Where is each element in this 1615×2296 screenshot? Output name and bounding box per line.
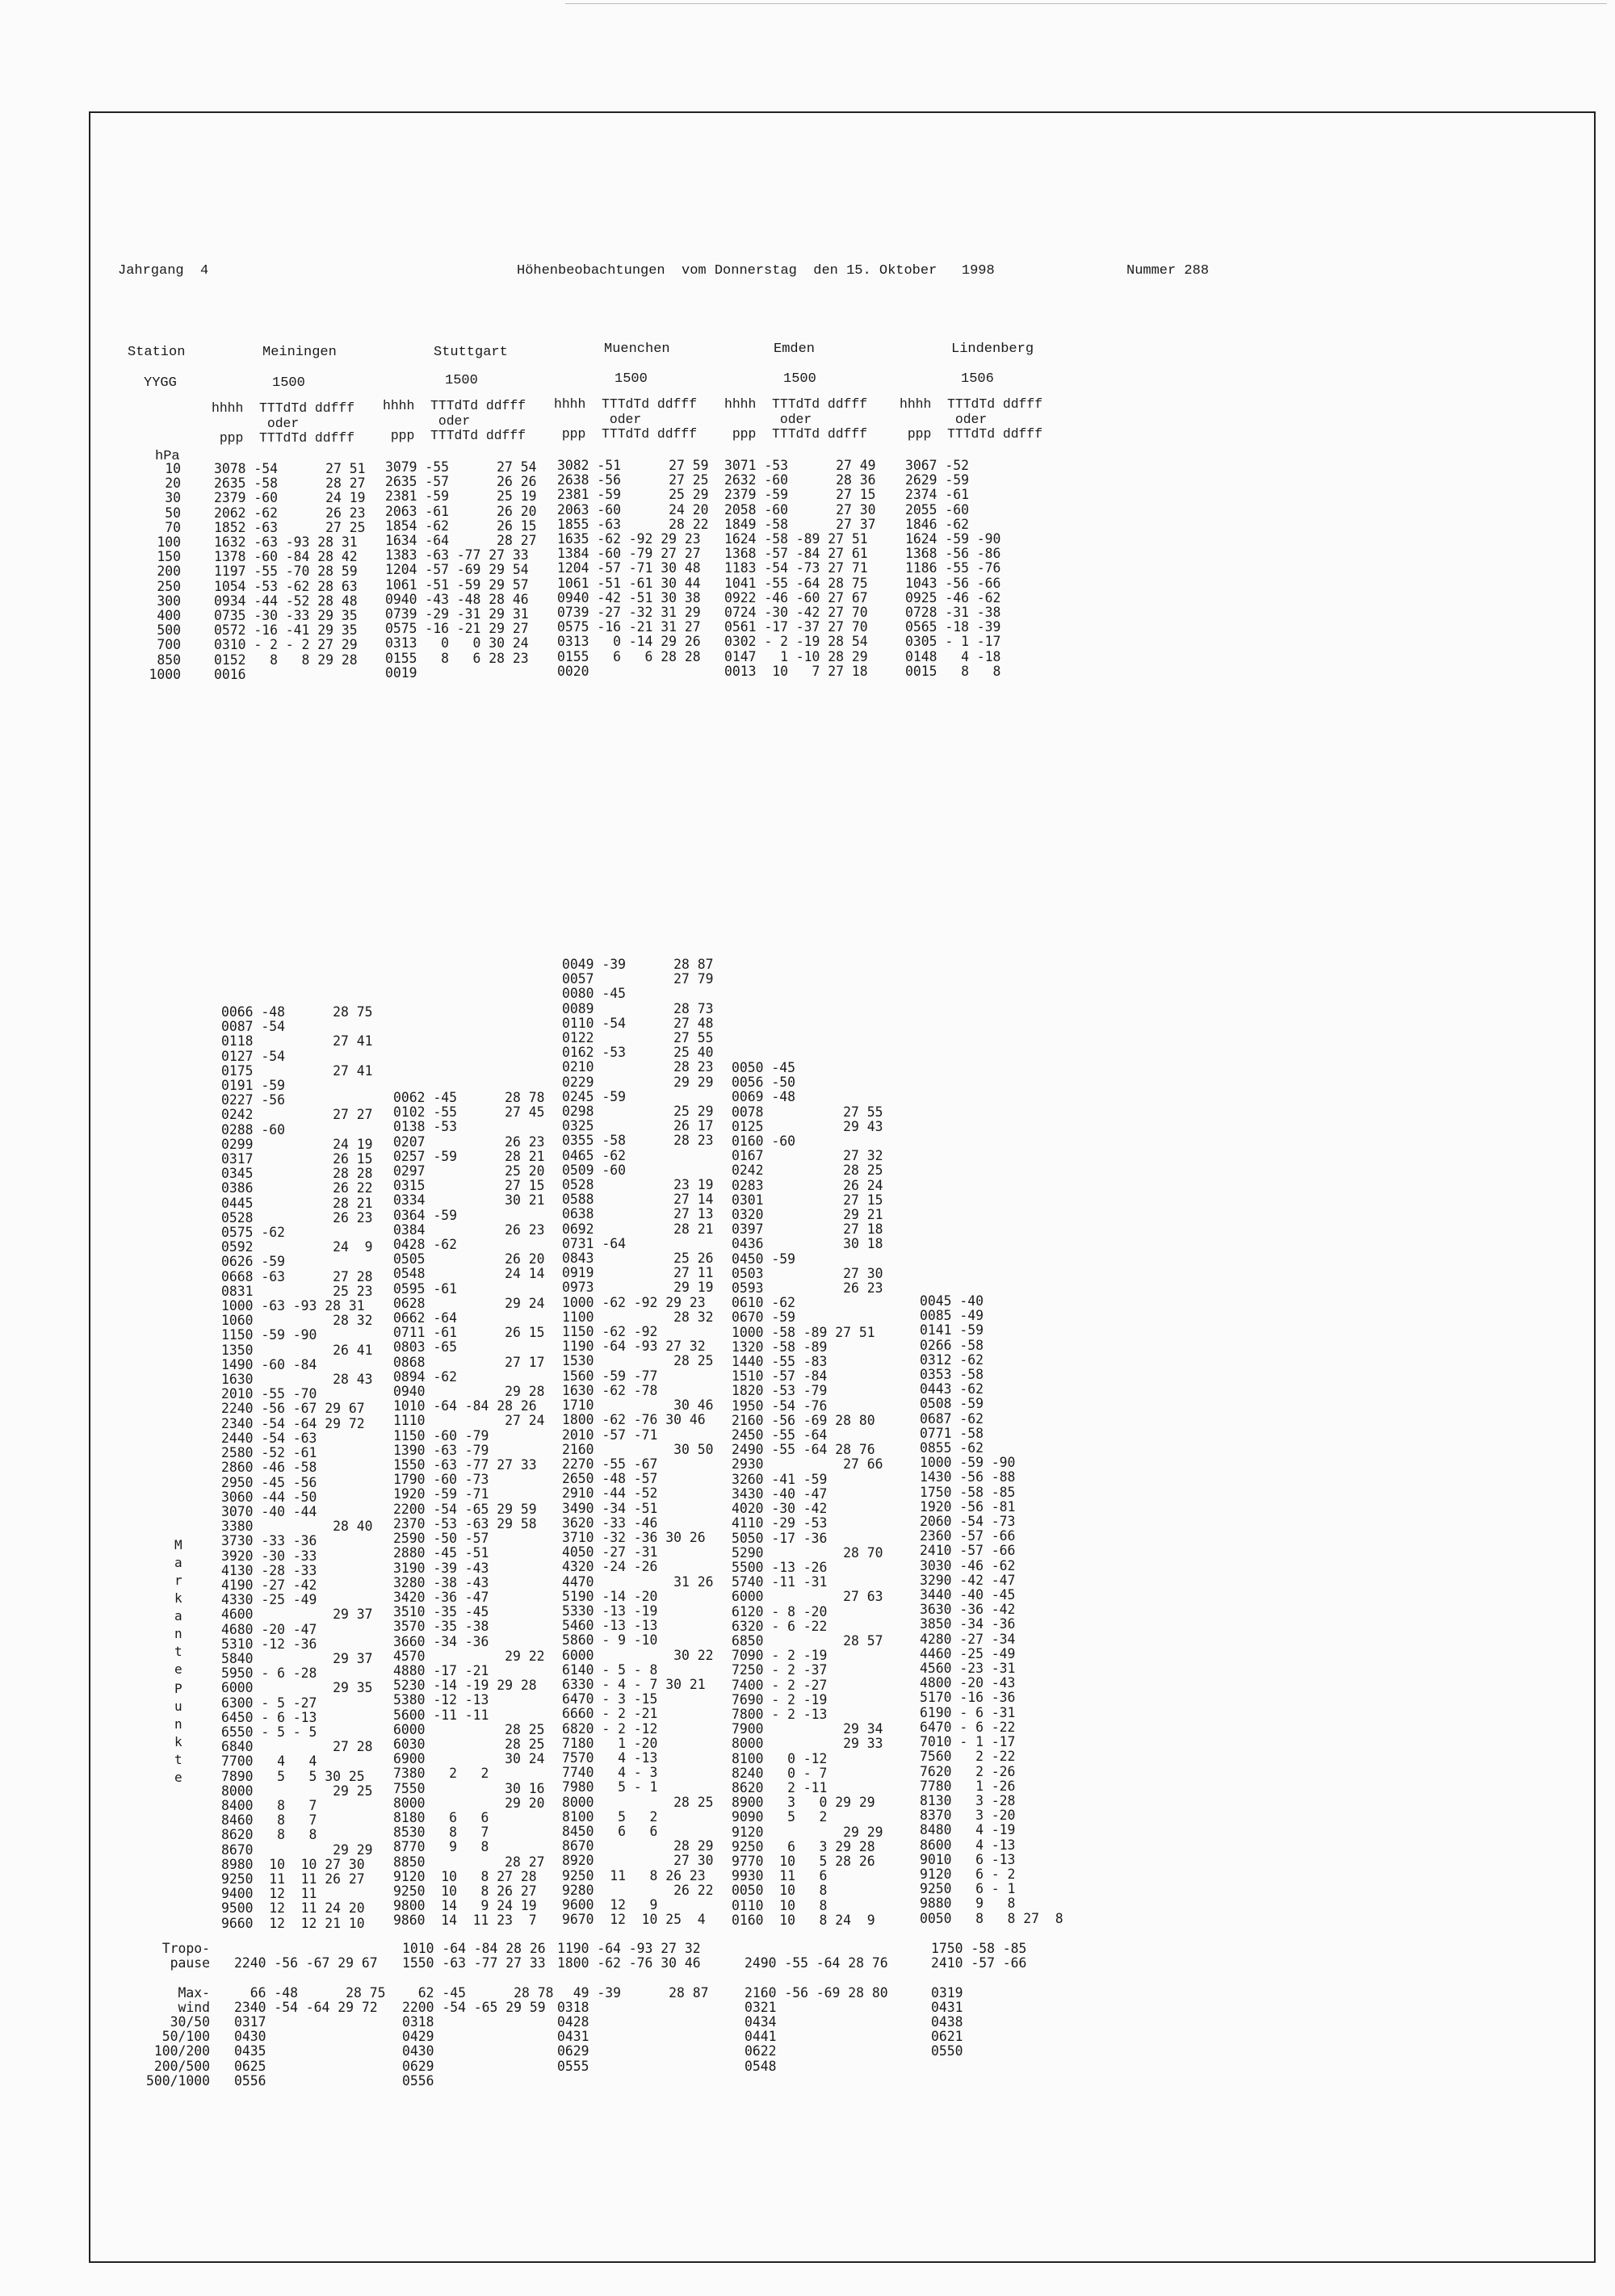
summary-meiningen: 2240 -56 -67 29 67 66 -48 28 75 2340 -54 -64 29 72 0317 0430 0435 0625 0556 (234, 1955, 386, 2089)
sig-levels-stuttgart: 0062 -45 28 78 0102 -55 27 45 0138 -53 0207 26 23 0257 -59 28 21 0297 25 20 0315 27 15 0334 30 21 0364 -59 0384 26 23 0428 -62 0505 26 20 0548 24 14 0595 -61 0628 29 24 0662 -64 0711 -61 26 15 0803 -65 0868 27 17 0894 -62 0940 29 28 1010 -64 -84 28 26 1110 27 24 1150 -60 -79 1390 -63 -79 1550 -63 -77 27 33 1790 -60 -73 1920 -59 -71 2200 -54 -65 29 59 2370 -53 -63 29 58 2590 -50 -57 2880 -45 -51 3190 -39 -43 3280 -38 -43 3420 -36 -47 3510 -35 -45 3570 -35 -38 3660 -34 -36 4570 29 22 4880 -17 -21 5230 -14 -19 29 28 5380 -12 -13 5600 -11 -11 6000 28 25 6030 28 25 6900 30 24 7380 2 2 7550 30 16 8000 29 20 8180 6 6 8530 8 7 8770 9 8 8850 28 27 9120 10 8 27 28 9250 10 8 26 27 9800 14 9 24 19 9860 14 11 23 7 (393, 1090, 545, 1929)
column-header: hhhh TTTdTd ddfff oder ppp TTTdTd ddfff (383, 398, 526, 443)
station-time: 1506 (961, 371, 994, 387)
hpa-label: hPa (155, 449, 180, 464)
report-title: Höhenbeobachtungen vom Donnerstag den 15. Oktober 1998 (517, 263, 995, 279)
station-name: Emden (774, 341, 816, 357)
std-levels-emden: 3071 -53 27 49 2632 -60 28 36 2379 -59 27 15 2058 -60 27 30 1849 -58 27 37 1624 -58 -89 27 51 1368 -57 -84 27 61 1183 -54 -73 27 71 1041 -55 -64 28 75 0922 -46 -60 27 67 0724 -30 -42 27 70 0561 -17 -37 27 70 0302 - 2 -19 28 54 0147 1 -10 28 29 0013 10 7 27 18 (724, 458, 876, 679)
column-header: hhhh TTTdTd ddfff oder ppp TTTdTd ddfff (554, 396, 698, 442)
station-time: 1500 (783, 371, 816, 387)
std-levels-muenchen: 3082 -51 27 59 2638 -56 27 25 2381 -59 25 29 2063 -60 24 20 1855 -63 28 22 1635 -62 -92 29 23 1384 -60 -79 27 27 1204 -57 -71 30 48 1061 -51 -61 30 44 0940 -42 -51 30 38 0739 -27 -32 31 29 0575 -16 -21 31 27 0313 0 -14 29 26 0155 6 6 28 28 0020 (557, 458, 709, 679)
station-time: 1500 (272, 375, 305, 391)
volume-label: Jahrgang 4 (118, 263, 209, 279)
std-levels-meiningen: 3078 -54 27 51 2635 -58 28 27 2379 -60 24 19 2062 -62 26 23 1852 -63 27 25 1632 -63 -93 28 31 1378 -60 -84 28 42 1197 -55 -70 28 59 1054 -53 -62 28 63 0934 -44 -52 28 48 0735 -30 -33 29 35 0572 -16 -41 29 35 0310 - 2 - 2 27 29 0152 8 8 29 28 0016 (214, 461, 366, 682)
pressure-levels: 10 20 30 50 70 100 150 200 250 300 400 500 700 850 1000 (149, 461, 181, 682)
summary-muenchen: 1190 -64 -93 27 32 1800 -62 -76 30 46 49 -39 28 87 0318 0428 0431 0629 0555 (557, 1941, 709, 2074)
sig-levels-muenchen: 0049 -39 28 87 0057 27 79 0080 -45 0089 28 73 0110 -54 27 48 0122 27 55 0162 -53 25 40 0210 28 23 0229 29 29 0245 -59 0298 25 29 0325 26 17 0355 -58 28 23 0465 -62 0509 -60 0528 23 19 0588 27 14 0638 27 13 0692 28 21 0731 -64 0843 25 26 0919 27 11 0973 29 19 1000 -62 -92 29 23 1100 28 32 1150 -62 -92 1190 -64 -93 27 32 1530 28 25 1560 -59 -77 1630 -62 -78 1710 30 46 1800 -62 -76 30 46 2010 -57 -71 2160 30 50 2270 -55 -67 2650 -48 -57 2910 -44 -52 3490 -34 -51 3620 -33 -46 3710 -32 -36 30 26 4050 -27 -31 4320 -24 -26 4470 31 26 5190 -14 -20 5330 -13 -19 5460 -13 -13 5860 - 9 -10 6000 30 22 6140 - 5 - 8 6330 - 4 - 7 30 21 6470 - 3 -15 6660 - 2 -21 6820 - 2 -12 7180 1 -20 7570 4 -13 7740 4 - 3 7980 5 - 1 8000 28 25 8100 5 2 8450 6 6 8670 28 29 8920 27 30 9250 11 8 26 23 9280 26 22 9600 12 9 9670 12 10 25 4 (562, 957, 714, 1928)
markante-label: M a r k a n t e (174, 1537, 182, 1677)
punkte-label: P u n k t e (174, 1681, 182, 1785)
sig-levels-emden: 0050 -45 0056 -50 0069 -48 0078 27 55 0125 29 43 0160 -60 0167 27 32 0242 28 25 0283 26 24 0301 27 15 0320 29 21 0397 27 18 0436 30 18 0450 -59 0503 27 30 0593 26 23 0610 -62 0670 -59 1000 -58 -89 27 51 1320 -58 -89 1440 -55 -83 1510 -57 -84 1820 -53 -79 1950 -54 -76 2160 -56 -69 28 80 2450 -55 -64 2490 -55 -64 28 76 2930 27 66 3260 -41 -59 3430 -40 -47 4020 -30 -42 4110 -29 -53 5050 -17 -36 5290 28 70 5500 -13 -26 5740 -11 -31 6000 27 63 6120 - 8 -20 6320 - 6 -22 6850 28 57 7090 - 2 -19 7250 - 2 -37 7400 - 2 -27 7690 - 2 -19 7800 - 2 -13 7900 29 34 8000 29 33 8100 0 -12 8240 0 - 7 8620 2 -11 8900 3 0 29 29 9090 5 2 9120 29 29 9250 6 3 29 28 9770 10 5 28 26 9930 11 6 0050 10 8 0110 10 8 0160 10 8 24 9 (732, 1060, 883, 1928)
column-header: hhhh TTTdTd ddfff oder ppp TTTdTd ddfff (900, 396, 1043, 442)
station-time: 1500 (445, 373, 478, 388)
sig-levels-lindenberg: 0045 -40 0085 -49 0141 -59 0266 -58 0312 -62 0353 -58 0443 -62 0508 -59 0687 -62 0771 -58 0855 -62 1000 -59 -90 1430 -56 -88 1750 -58 -85 1920 -56 -81 2060 -54 -73 2360 -57 -66 2410 -57 -66 3030 -46 -62 3290 -42 -47 3440 -40 -45 3630 -36 -42 3850 -34 -36 4280 -27 -34 4460 -25 -49 4560 -23 -31 4800 -20 -43 5170 -16 -36 6190 - 6 -31 6470 - 6 -22 7010 - 1 -17 7560 2 -22 7620 2 -26 7780 1 -26 8130 3 -28 8370 3 -20 8480 4 -19 8600 4 -13 9010 6 -13 9120 6 - 2 9250 6 - 1 9880 9 8 0050 8 8 27 8 (920, 1293, 1063, 1926)
station-name: Meiningen (262, 345, 337, 360)
std-levels-stuttgart: 3079 -55 27 54 2635 -57 26 26 2381 -59 25 19 2063 -61 26 20 1854 -62 26 15 1634 -64 28 27 1383 -63 -77 27 33 1204 -57 -69 29 54 1061 -51 -59 29 57 0940 -43 -48 28 46 0739 -29 -31 29 31 0575 -16 -21 29 27 0313 0 0 30 24 0155 8 6 28 23 0019 (385, 459, 537, 681)
station-time: 1500 (615, 371, 648, 387)
summary-stuttgart: 1010 -64 -84 28 26 1550 -63 -77 27 33 62 -45 28 78 2200 -54 -65 29 59 0318 0429 0430 0629 0556 (402, 1941, 554, 2089)
summary-lindenberg: 1750 -58 -85 2410 -57 -66 0319 0431 0438 0621 0550 (931, 1941, 1027, 2059)
column-header: hhhh TTTdTd ddfff oder ppp TTTdTd ddfff (724, 396, 868, 442)
scan-edge-line (565, 3, 1607, 4)
column-header: hhhh TTTdTd ddfff oder ppp TTTdTd ddfff (212, 400, 355, 446)
std-levels-lindenberg: 3067 -52 2629 -59 2374 -61 2055 -60 1846 -62 1624 -59 -90 1368 -56 -86 1186 -55 -76 1043 -56 -66 0925 -46 -62 0728 -31 -38 0565 -18 -39 0305 - 1 -17 0148 4 -18 0015 8 8 (905, 458, 1001, 679)
yygg-label: YYGG (144, 375, 177, 391)
station-name: Muenchen (604, 341, 670, 357)
station-name: Stuttgart (434, 345, 508, 360)
issue-number: Nummer 288 (1126, 263, 1210, 279)
summary-emden: 2490 -55 -64 28 76 2160 -56 -69 28 80 0321 0434 0441 0622 0548 (745, 1955, 888, 2074)
bottom-labels: Tropo- pause Max- wind 30/50 50/100 100/200 200/500 500/1000 (146, 1941, 210, 2089)
sig-levels-meiningen: 0066 -48 28 75 0087 -54 0118 27 41 0127 -54 0175 27 41 0191 -59 0227 -56 0242 27 27 0288 -60 0299 24 19 0317 26 15 0345 28 28 0386 26 22 0445 28 21 0528 26 23 0575 -62 0592 24 9 0626 -59 0668 -63 27 28 0831 25 23 1000 -63 -93 28 31 1060 28 32 1150 -59 -90 1350 26 41 1490 -60 -84 1630 28 43 2010 -55 -70 2240 -56 -67 29 67 2340 -54 -64 29 72 2440 -54 -63 2580 -52 -61 2860 -46 -58 2950 -45 -56 3060 -44 -50 3070 -40 -44 3380 28 40 3730 -33 -36 3920 -30 -33 4130 -28 -33 4190 -27 -42 4330 -25 -49 4600 29 37 4680 -20 -47 5310 -12 -36 5840 29 37 5950 - 6 -28 6000 29 35 6300 - 5 -27 6450 - 6 -13 6550 - 5 - 5 6840 27 28 7700 4 4 7890 5 5 30 25 8000 29 25 8400 8 7 8460 8 7 8620 8 8 8670 29 29 8980 10 10 27 30 9250 11 11 26 27 9400 12 11 9500 12 11 24 20 9660 12 12 21 10 (221, 1004, 373, 1931)
station-label: Station (128, 345, 186, 360)
station-name: Lindenberg (951, 341, 1034, 357)
